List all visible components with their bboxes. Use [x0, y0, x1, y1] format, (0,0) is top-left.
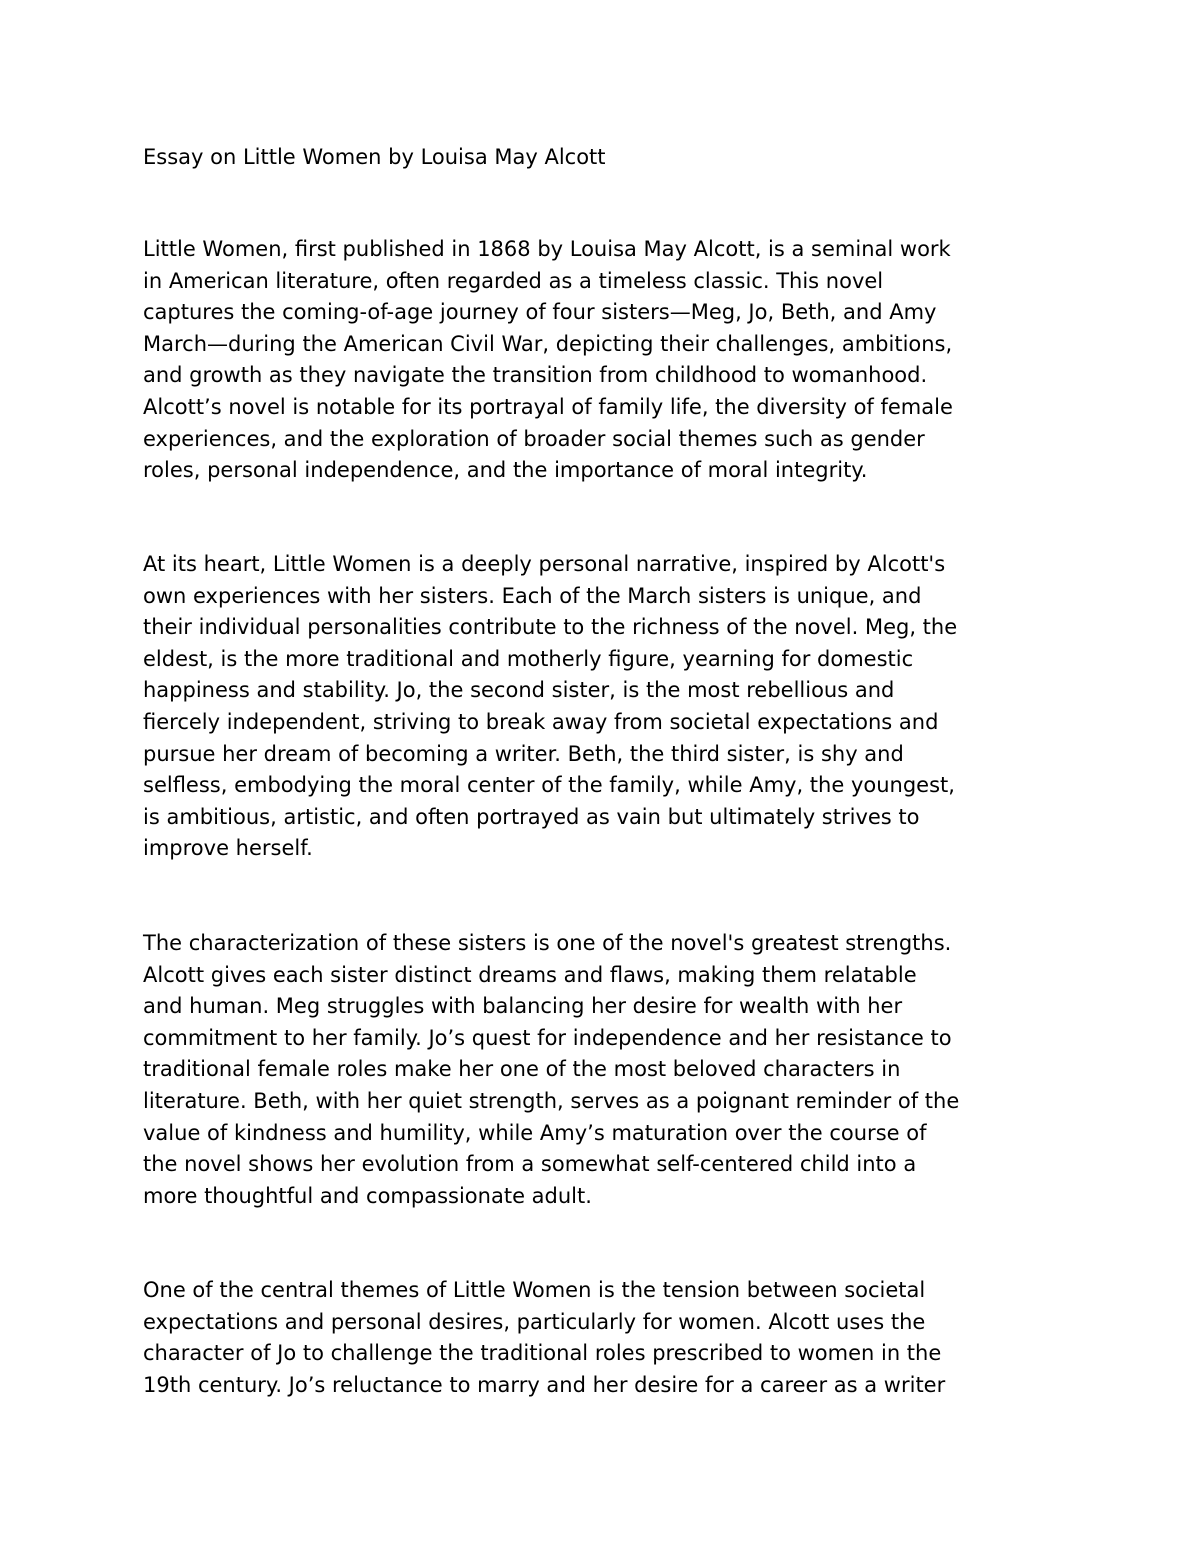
paragraph-line: their individual personalities contribute to the richness of the novel. Meg, the — [143, 615, 958, 640]
paragraph-line: and growth as they navigate the transition from childhood to womanhood. — [143, 363, 928, 388]
paragraph-line: traditional female roles make her one of the most beloved characters in — [143, 1057, 901, 1082]
paragraph-line: selfless, embodying the moral center of the family, while Amy, the youngest, — [143, 773, 955, 798]
paragraph-line: Little Women, first published in 1868 by Louisa May Alcott, is a seminal work — [143, 237, 951, 261]
paragraph-line: improve herself. — [143, 836, 313, 861]
paragraph-line: literature. Beth, with her quiet strength, serves as a poignant reminder of the — [143, 1088, 960, 1113]
paragraph-line: character of Jo to challenge the traditional roles prescribed to women in the — [143, 1341, 942, 1366]
paragraph-line: Alcott gives each sister distinct dreams and flaws, making them relatable — [143, 962, 917, 987]
paragraph-line: 19th century. Jo’s reluctance to marry and her desire for a career as a writer — [143, 1372, 946, 1397]
paragraph-4 — [143, 1275, 945, 1401]
paragraph-line: happiness and stability. Jo, the second sister, is the most rebellious and — [143, 678, 895, 703]
paragraph-line: fiercely independent, striving to break away from societal expectations and — [143, 709, 939, 734]
paragraph-line: eldest, is the more traditional and motherly figure, yearning for domestic — [143, 646, 914, 671]
paragraph-line: captures the coming-of-age journey of four sisters—Meg, Jo, Beth, and Amy — [143, 300, 937, 325]
paragraph-line: pursue her dream of becoming a writer. Beth, the third sister, is shy and — [143, 741, 904, 766]
paragraph-3 — [143, 928, 959, 1212]
paragraph-line: roles, personal independence, and the importance of moral integrity. — [143, 458, 868, 483]
paragraph-line: March—during the American Civil War, depicting their challenges, ambitions, — [143, 331, 953, 356]
paragraph-2 — [143, 549, 957, 865]
paragraph-line: At its heart, Little Women is a deeply personal narrative, inspired by Alcott's — [143, 552, 946, 576]
paragraph-line: experiences, and the exploration of broader social themes such as gender — [143, 426, 925, 451]
paragraph-line: The characterization of these sisters is one of the novel's greatest strengths. — [143, 931, 952, 955]
paragraph-line: Alcott’s novel is notable for its portrayal of family life, the diversity of female — [143, 394, 953, 419]
paragraph-line: expectations and personal desires, particularly for women. Alcott uses the — [143, 1309, 926, 1334]
paragraph-line: commitment to her family. Jo’s quest for independence and her resistance to — [143, 1025, 952, 1050]
paragraph-line: value of kindness and humility, while Amy’s maturation over the course of — [143, 1120, 927, 1145]
paragraph-line: and human. Meg struggles with balancing her desire for wealth with her — [143, 994, 903, 1019]
paragraph-line: is ambitious, artistic, and often portrayed as vain but ultimately strives to — [143, 804, 920, 829]
paragraph-line: more thoughtful and compassionate adult. — [143, 1183, 592, 1208]
paragraph-line: own experiences with her sisters. Each of the March sisters is unique, and — [143, 583, 922, 608]
essay-title: Essay on Little Women by Louisa May Alcott — [143, 145, 606, 169]
paragraph-line: the novel shows her evolution from a somewhat self-centered child into a — [143, 1152, 917, 1177]
paragraph-line: One of the central themes of Little Women is the tension between societal — [143, 1278, 926, 1302]
paragraph-1 — [143, 234, 953, 487]
paragraph-line: in American literature, often regarded as a timeless classic. This novel — [143, 268, 884, 293]
